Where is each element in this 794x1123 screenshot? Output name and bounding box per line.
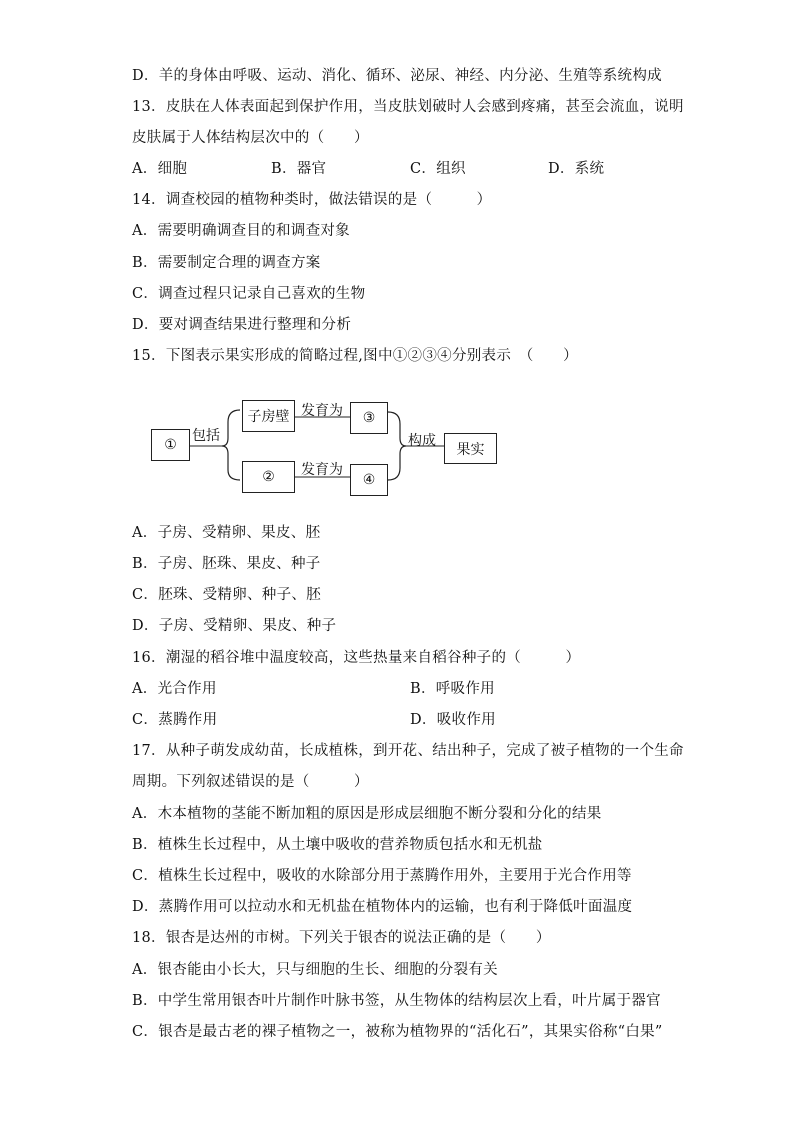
develop-label-top: 发育为 [301,403,343,419]
q17-option-b: B．植株生长过程中，从土壤中吸收的营养物质包括水和无机盐 [132,837,543,853]
develop-label-bottom: 发育为 [301,462,343,478]
q17-stem-line2: 周期。下列叙述错误的是（ ） [132,774,369,790]
node-3-label: ③ [362,410,376,426]
q16-option-c: C．蒸腾作用 [132,712,218,728]
q13-stem-line2: 皮肤属于人体结构层次中的（ ） [132,130,369,146]
include-label: 包括 [192,428,220,444]
node-1-box [151,429,190,461]
q18-option-a: A．银杏能由小长大，只与细胞的生长、细胞的分裂有关 [132,962,498,978]
node-3-box [350,402,388,434]
q13-stem-line1: 13．皮肤在人体表面起到保护作用，当皮肤划破时人会感到疼痛，甚至会流血，说明 [132,99,684,115]
node-1-label: ① [164,437,177,453]
q15-option-d: D．子房、受精卵、果皮、种子 [132,618,337,634]
q15-option-b: B．子房、胚珠、果皮、种子 [132,556,321,572]
q15-option-c: C．胚珠、受精卵、种子、胚 [132,587,321,603]
q13-option-c: C．组织 [410,161,466,177]
ovary-wall-box [242,400,295,432]
q17-stem-line1: 17．从种子萌发成幼苗，长成植株，到开花、结出种子，完成了被子植物的一个生命 [132,743,684,759]
node-4-label: ④ [362,472,376,488]
q14-option-b: B．需要制定合理的调查方案 [132,255,321,271]
q14-stem: 14．调查校园的植物种类时，做法错误的是（ ） [132,192,492,208]
q17-option-d: D．蒸腾作用可以拉动水和无机盐在植物体内的运输，也有利于降低叶面温度 [132,899,633,915]
q16-stem: 16．潮湿的稻谷堆中温度较高，这些热量来自稻谷种子的（ ） [132,650,581,666]
q14-option-a: A．需要明确调查目的和调查对象 [132,223,350,239]
fruit-box [444,433,497,464]
q15-stem: 15．下图表示果实形成的简略过程,图中①②③④分别表示 （ ） [132,348,578,364]
q17-option-a: A．木本植物的茎能不断加粗的原因是形成层细胞不断分裂和分化的结果 [132,806,602,822]
node-2-box [242,461,295,493]
q18-option-b: B．中学生常用银杏叶片制作叶脉书签，从生物体的结构层次上看，叶片属于器官 [132,993,661,1009]
q14-option-c: C．调查过程只记录自己喜欢的生物 [132,286,366,302]
ovary-wall-label: 子房壁 [247,409,290,425]
q13-option-d: D．系统 [548,161,605,177]
node-4-box [350,464,388,496]
q15-option-a: A．子房、受精卵、果皮、胚 [132,525,321,541]
q14-option-d: D．要对调查结果进行整理和分析 [132,317,352,333]
q17-option-c: C．植株生长过程中，吸收的水除部分用于蒸腾作用外，主要用于光合作用等 [132,868,632,884]
q16-option-b: B．呼吸作用 [410,681,495,697]
q16-option-d: D．吸收作用 [410,712,496,728]
fruit-formation-diagram [148,392,508,502]
q18-option-c: C．银杏是最古老的裸子植物之一，被称为植物界的“活化石”，其果实俗称“白果” [132,1024,663,1040]
q12-option-d: D．羊的身体由呼吸、运动、消化、循环、泌尿、神经、内分泌、生殖等系统构成 [132,68,662,84]
q18-stem: 18．银杏是达州的市树。下列关于银杏的说法正确的是（ ） [132,930,551,946]
node-2-label: ② [262,469,275,485]
q13-option-b: B．器官 [271,161,327,177]
compose-label: 构成 [408,433,436,449]
q16-option-a: A．光合作用 [132,681,217,697]
q13-option-a: A．细胞 [132,161,188,177]
fruit-label: 果实 [456,441,485,458]
